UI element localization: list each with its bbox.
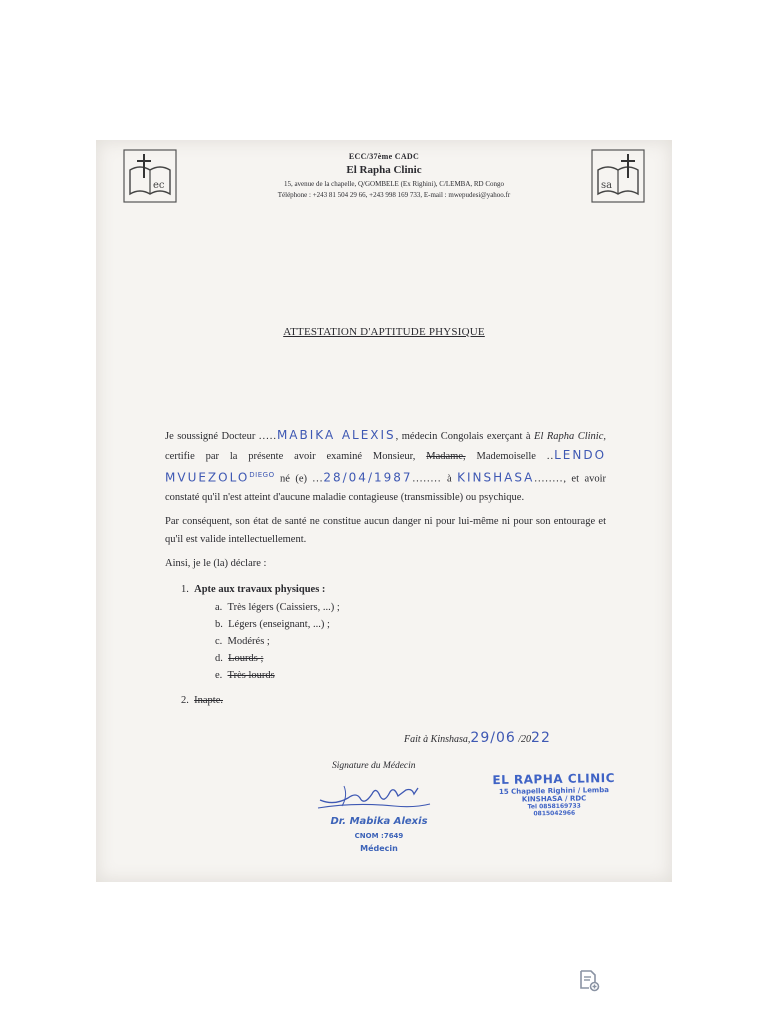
text-certify: certifie par la présente avoir examiné Monsieur, bbox=[165, 451, 416, 462]
handwritten-year: 22 bbox=[531, 730, 551, 746]
text-born: né (e) bbox=[280, 473, 308, 485]
svg-text:ec: ec bbox=[153, 180, 165, 191]
item-2-label-struck: Inapte. bbox=[194, 694, 223, 706]
certificate-paragraph-1: Je soussigné Docteur .....MABIKA ALEXIS, médecin Congolais exerçant à El Rapha Clinic, certifie par la présente avoir examiné Monsieur, Madame, Mademoiselle ..LENDO $MVUEZOLO^{DIEGO}$ né (e) ...28/04/1987........ à KINSHASA........, et avoir constaté qu'il n'est atteint d'aucune maladie contagieuse (transmissible) ou psychique. bbox=[165, 428, 607, 503]
aptitude-item-1 bbox=[181, 581, 606, 599]
handwritten-patient-name: LENDO MVUEZOLO bbox=[165, 448, 607, 485]
handwritten-doctor-name: MABIKA ALEXIS bbox=[276, 428, 396, 442]
aptitude-item-2 bbox=[181, 692, 606, 710]
clinic-stamp bbox=[492, 771, 617, 818]
doctor-stamp-role: Médecin bbox=[360, 844, 398, 853]
certificate-paragraph-2: Par conséquent, son état de santé ne constitue aucun danger ni pour lui-même ni pour son entourage et qu'il est valide intellectuellement. bbox=[165, 515, 606, 545]
svg-text:sa: sa bbox=[601, 180, 613, 191]
certificate-body bbox=[165, 426, 606, 710]
letterhead-contact: Téléphone : +243 81 504 29 66, +243 998 169 733, E-mail : mwepudesi@yahoo.fr bbox=[277, 191, 511, 199]
handwritten-patient-alias: DIEGO bbox=[249, 471, 275, 479]
doctor-stamp-name: Dr. Mabika Alexis bbox=[330, 816, 428, 827]
handwritten-birth-place: KINSHASA bbox=[457, 470, 535, 485]
text-madame-struck: Madame, bbox=[426, 451, 466, 462]
item-1-label: Apte aux travaux physiques : bbox=[194, 583, 326, 595]
stamp-line-2: 15 Chapelle Righini / Lemba bbox=[498, 786, 610, 796]
aptitude-subitem: b. Légers (enseignant, ...) ; bbox=[215, 618, 330, 630]
text-clinic-italic: El Rapha Clinic, bbox=[534, 431, 607, 442]
stamp-line-5: 0815042966 bbox=[533, 809, 576, 818]
aptitude-sublist bbox=[215, 599, 606, 684]
certificate-paragraph-3: Ainsi, je le (la) déclare : bbox=[165, 557, 267, 569]
text-doctor-role: , médecin Congolais exerçant à bbox=[395, 431, 531, 442]
document-title: ATTESTATION D'APTITUDE PHYSIQUE bbox=[283, 326, 485, 338]
handwritten-date: 29/06 bbox=[470, 730, 516, 746]
letterhead-clinic-name: El Rapha Clinic bbox=[346, 164, 422, 176]
item-2-number: 2. bbox=[181, 694, 189, 706]
letterhead-address: 15, avenue de la chapelle, Q/GOMBELE (Ex Righini), C/LEMBA, RD Congo bbox=[283, 180, 505, 188]
year-prefix: /20 bbox=[518, 734, 532, 745]
doctor-stamp-cnom: CNOM :7649 bbox=[354, 832, 404, 840]
item-1-number: 1. bbox=[181, 583, 189, 595]
aptitude-subitem: a. Très légers (Caissiers, ...) ; bbox=[215, 601, 340, 613]
document-page bbox=[96, 140, 672, 882]
stamp-line-4: Tel 0858169733 bbox=[527, 802, 581, 811]
signature-label: Signature du Médecin bbox=[332, 761, 416, 771]
handwritten-birth-date: 28/04/1987 bbox=[323, 470, 413, 485]
stamp-line-1: EL RAPHA CLINIC bbox=[492, 770, 616, 788]
aptitude-subitem: e. Très lourds bbox=[215, 669, 275, 681]
save-to-document-icon[interactable] bbox=[577, 968, 601, 992]
text-at: à bbox=[446, 473, 452, 485]
doctor-signature bbox=[314, 776, 444, 816]
stamp-line-3: KINSHASA / RDC bbox=[521, 794, 587, 804]
place-label: Fait à Kinshasa, bbox=[404, 734, 471, 745]
letterhead-org: ECC/37ème CADC bbox=[348, 152, 420, 161]
place-date-line bbox=[404, 730, 551, 746]
text-no-disease: , et avoir constaté qu'il n'est atteint d'aucune maladie contagieuse (transmissible) ou psychique. bbox=[165, 473, 607, 503]
text-mademoiselle: Mademoiselle bbox=[476, 451, 536, 462]
aptitude-subitem: d. Lourds ; bbox=[215, 652, 264, 664]
text-intro: Je soussigné Docteur bbox=[165, 431, 256, 442]
aptitude-subitem: c. Modérés ; bbox=[215, 635, 270, 647]
